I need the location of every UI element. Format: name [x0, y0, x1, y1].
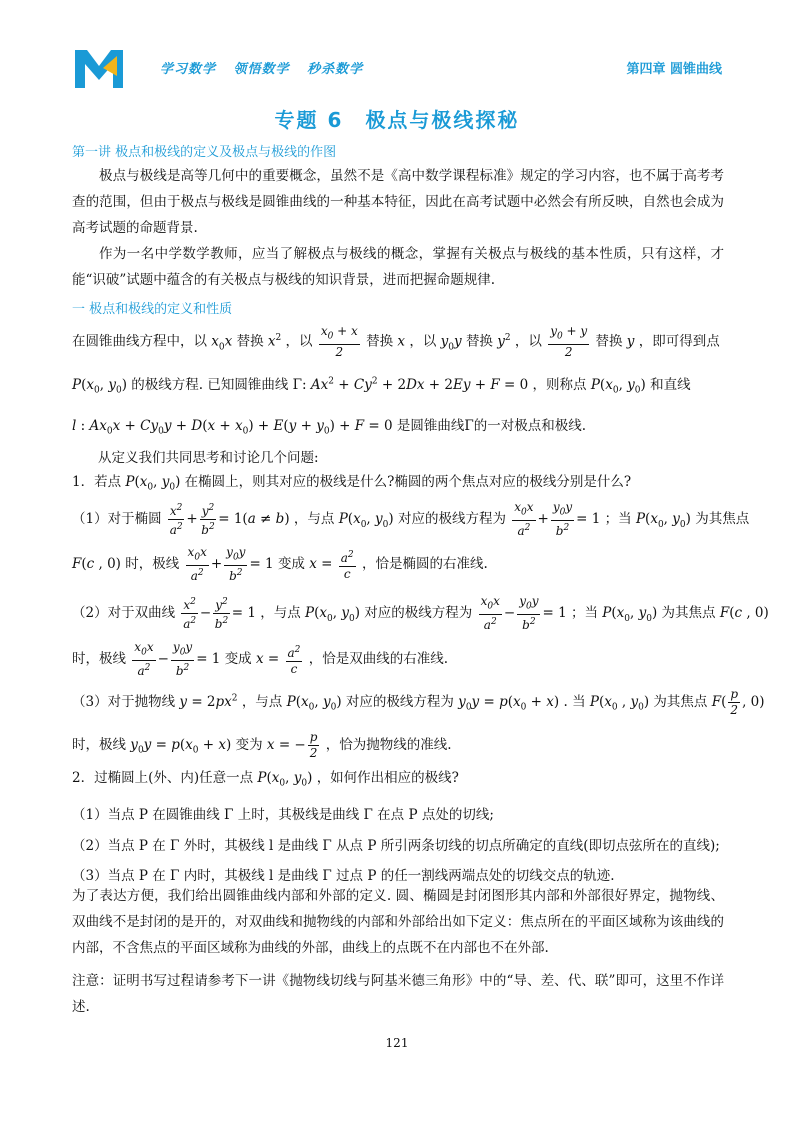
- q1-text: 为其焦点: [653, 694, 708, 710]
- hyperbola-line-1: （2）对于双曲线 $\frac{x^2}{a^2}$ − $\frac{y^2}{b^2}$ = 1 ，与点 $P(x_0$, $y_0$) 对应的极线方程为 $\frac{x_0x}{a^2}$ − $\frac{y_0y}{b^2}$ = 1 ；当 $P(x_0$, $y_0$) 为其焦点 F(c , 0): [72, 594, 769, 633]
- parabola-line-2: 时，极线 $y_0y = p(x_0 + x)$ 变为 x = − $\frac{p}{2}$ ，恰为抛物线的准线.: [72, 730, 452, 760]
- q1-text: 对应的极线方程为: [397, 511, 506, 528]
- def-text: ，以: [409, 333, 437, 350]
- q2-prefix: 2．过椭圆上(外、内)任意一点: [72, 770, 254, 786]
- q1-text: ，恰是双曲线的右准线.: [308, 651, 448, 668]
- def-text: 替换: [366, 333, 394, 350]
- q1-text: 对应的极线方程为: [345, 694, 454, 710]
- q1-prefix: 1．若点: [72, 474, 122, 490]
- fraction: $\frac{p}{2}$: [309, 730, 318, 760]
- fraction: $\frac{y_0y}{b^2}$: [519, 594, 539, 633]
- fraction: $\frac{x_0x}{a^2}$: [134, 640, 154, 679]
- def-text: ，以: [514, 333, 542, 350]
- fraction: $\frac{a^2}{c}$: [287, 644, 301, 676]
- fraction: $\frac{x_0x}{a^2}$: [514, 500, 534, 539]
- def-text: 是圆锥曲线Γ的一对极点和极线.: [396, 418, 587, 434]
- q1-text: ，与点: [293, 511, 335, 528]
- fraction: $\frac{y_0y}{b^2}$: [226, 545, 246, 584]
- fraction: $\frac{x_0x}{a^2}$: [480, 594, 500, 633]
- fraction: $\frac{y_0 + y}{2}$: [550, 324, 588, 360]
- q1-text: （2）对于双曲线: [72, 605, 176, 622]
- fraction: $\frac{y_0y}{b^2}$: [552, 500, 573, 539]
- q1-text: （1）对于椭圆: [72, 511, 162, 528]
- title-prefix: 专题 6: [274, 108, 344, 132]
- note-paragraph-1: 为了表达方便，我们给出圆锥曲线内部和外部的定义. 圆、椭圆是封闭图形其内部和外部很好界定，抛物线、双曲线不是封闭的是开的，对双曲线和抛物线的内部和外部给出如下定义：焦点所在的平面区域称为该曲线的内部，不含焦点的平面区域称为曲线的外部，曲线上的点既不在内部也不在外部.: [72, 888, 724, 956]
- slogan-3: 秒杀数学: [307, 62, 364, 77]
- definition-line-3: l : $Ax_0x + Cy_0y + D(x + x_0) + E(y + y_0) + F = 0$ 是圆锥曲线Γ的一对极点和极线.: [72, 418, 587, 437]
- fraction: $\frac{y^2}{b^2}$: [214, 597, 229, 632]
- def-text: ，则称点: [532, 377, 587, 393]
- q1-text: 时，极线: [125, 556, 180, 573]
- parabola-line-1: （3）对于抛物线 $y = 2px^2$ ，与点 $P(x_0$, $y_0$) 对应的极线方程为 $y_0y = p(x_0 + x)$ . 当 $P(x_0$ , $y_0$) 为其焦点 F( $\frac{p}{2}$ , 0): [72, 687, 765, 717]
- ellipse-line-1: （1）对于椭圆 $\frac{x^2}{a^2}$ + $\frac{y^2}{b^2}$ = 1(a ≠ b) ，与点 $P(x_0$, $y_0$) 对应的极线方程为 $\frac{x_0x}{a^2}$ + $\frac{y_0y}{b^2}$ = 1 ；当 $P(x_0$, $y_0$) 为其焦点: [72, 500, 750, 539]
- question-1: 1．若点 $P(x_0$, $y_0$) 在椭圆上，则其对应的极线是什么?椭圆的两个焦点对应的极线分别是什么?: [72, 474, 632, 493]
- q1-text: ，与点: [260, 605, 301, 622]
- fraction: $\frac{y^2}{b^2}$: [201, 503, 215, 538]
- question-2: 2．过椭圆上(外、内)任意一点 $P(x_0$, $y_0$) ，如何作出相应的极线?: [72, 770, 459, 789]
- q1-text: . 当: [563, 694, 586, 710]
- discuss-line: 从定义我们共同思考和讨论几个问题:: [98, 450, 319, 466]
- def-text: 替换: [595, 333, 623, 350]
- def-text: 替换: [465, 333, 493, 350]
- fraction: $\frac{p}{2}$: [730, 687, 739, 717]
- q1-text: ，与点: [241, 694, 283, 710]
- def-text: 在圆锥曲线方程中，以: [72, 333, 207, 350]
- q1-text: ；当: [570, 605, 598, 622]
- slogan-2: 领悟数学: [233, 62, 290, 77]
- q2-text: ，如何作出相应的极线?: [316, 770, 459, 786]
- q1-text: 为其焦点: [695, 511, 750, 528]
- fraction: $\frac{x_0x}{a^2}$: [187, 545, 207, 584]
- q1-text: 时，极线: [72, 651, 126, 668]
- chapter-label: 第四章 圆锥曲线: [626, 62, 722, 77]
- q1-text: 对应的极线方程为: [364, 605, 473, 622]
- q1-text: ，恰是椭圆的右准线.: [361, 556, 488, 573]
- intro-paragraph-2: 作为一名中学数学教师，应当了解极点与极线的概念，掌握有关极点与极线的基本性质，只有这样，才能“识破”试题中蕴含的有关极点与极线的知识背景，进而把握命题规律.: [72, 246, 724, 288]
- note-paragraph-2: 注意：证明书写过程请参考下一讲《抛物线切线与阿基米德三角形》中的“导、差、代、联”即可，这里不作详述.: [72, 973, 724, 1015]
- intro-paragraph-1: 极点与极线是高等几何中的重要概念，虽然不是《高中数学课程标准》规定的学习内容，也不属于高考考查的范围，但由于极点与极线是圆锥曲线的一种基本特征，因此在高考试题中必然会有所反映，自然也会成为高考试题的命题背景.: [72, 168, 724, 236]
- def-text: ，以: [285, 333, 313, 350]
- q1-text: 为其焦点: [661, 605, 716, 622]
- ellipse-line-2: F(c , 0) 时，极线 $\frac{x_0x}{a^2}$ + $\frac{y_0y}{b^2}$ = 1 变成 x = $\frac{a^2}{c}$ ，恰是椭圆的右准线.: [72, 545, 488, 584]
- q1-text: 变成: [277, 556, 305, 573]
- def-text: 替换: [236, 333, 264, 350]
- q1-text: 变为: [235, 737, 263, 753]
- page-number: 121: [385, 1036, 409, 1050]
- q1-text: ；当: [604, 511, 632, 528]
- logo-icon: [73, 46, 125, 90]
- definition-line-1: 在圆锥曲线方程中，以 $x_0x$ 替换 $x^2$ ，以 $\frac{x_0 + x}{2}$ 替换 x ，以 $y_0y$ 替换 $y^2$ ，以 $\frac{y_0 + y}{2}$ 替换 y ，即可得到点: [72, 324, 720, 360]
- lecture-heading: 第一讲 极点和极线的定义及极点与极线的作图: [72, 145, 337, 160]
- slogan-1: 学习数学: [160, 62, 217, 77]
- def-text: 和直线: [650, 377, 691, 393]
- q1-text: 变成: [224, 651, 252, 668]
- hyperbola-line-2: 时，极线 $\frac{x_0x}{a^2}$ − $\frac{y_0y}{b^2}$ = 1 变成 x = $\frac{a^2}{c}$ ，恰是双曲线的右准线.: [72, 640, 448, 679]
- case-3: （3）当点 P 在 Γ 内时，其极线 l 是曲线 Γ 过点 P 的任一割线两端点处的切线交点的轨迹.: [72, 868, 615, 884]
- q1-text: ，恰为抛物线的准线.: [325, 737, 452, 753]
- section-heading: 一 极点和极线的定义和性质: [72, 302, 233, 317]
- case-1: （1）当点 P 在圆锥曲线 Γ 上时，其极线是曲线 Γ 在点 P 点处的切线;: [72, 807, 494, 823]
- q1-text: 时，极线: [72, 737, 126, 753]
- fraction: $\frac{a^2}{c}$: [340, 549, 354, 581]
- fraction: $\frac{x^2}{a^2}$: [183, 597, 197, 632]
- case-2: （2）当点 P 在 Γ 外时，其极线 l 是曲线 Γ 从点 P 所引两条切线的切点所确定的直线(即切点弦所在的直线);: [72, 838, 720, 854]
- header-slogan: [160, 58, 375, 77]
- def-text: ，即可得到点: [638, 333, 720, 350]
- page-title: [0, 104, 794, 133]
- q1-text: 在椭圆上，则其对应的极线是什么?椭圆的两个焦点对应的极线分别是什么?: [184, 474, 632, 490]
- q1-text: （3）对于抛物线: [72, 694, 176, 710]
- title-main: 极点与极线探秘: [365, 108, 520, 132]
- fraction: $\frac{y_0y}{b^2}$: [172, 640, 193, 679]
- fraction: $\frac{x_0 + x}{2}$: [320, 324, 358, 360]
- def-text: 的极线方程. 已知圆锥曲线: [131, 377, 289, 393]
- fraction: $\frac{x^2}{a^2}$: [169, 503, 183, 538]
- definition-line-2: $P(x_0$, $y_0$) 的极线方程. 已知圆锥曲线 Γ: $Ax^2 + Cy^2 + 2Dx + 2Ey + F = 0$ ，则称点 $P(x_0$, $y_0$) 和直线: [72, 376, 691, 396]
